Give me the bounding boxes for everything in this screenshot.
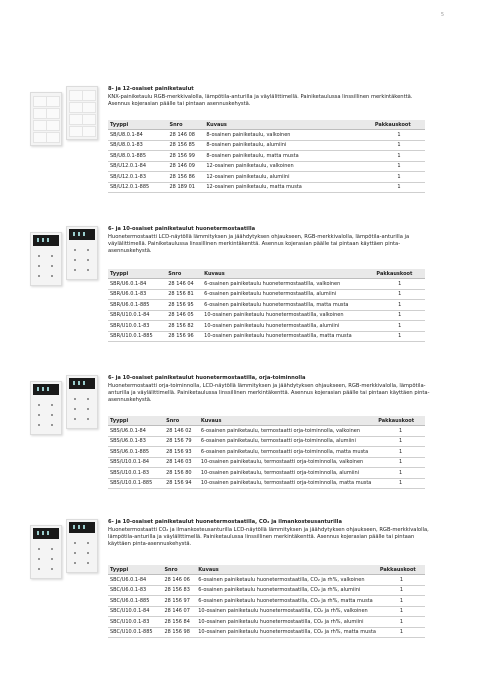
product-thumbnail-thermostat [30,226,102,284]
table-row: SBR/U10.0.1-83 28 156 82 10-osainen painiketaulu huonetermostaatilla, alumiini 1 [108,321,425,332]
table-row: SBR/U6.0.1-885 28 156 95 6-osainen painiketaulu huonetermostaatilla, matta musta 1 [108,300,425,311]
thermostat-panel-image [66,226,98,280]
product-thumbnail-thermostat [30,519,102,577]
table-row: SBS/U6.0.1-885 28 156 93 6-osainen painiketaulu, termostaatti orja-toiminnolla, matta musta 1 [108,447,425,458]
thermostat-panel-image [66,519,98,573]
page-number: 5 [440,12,444,18]
col-header-type: Tyyppi [108,120,168,130]
table-row: SBR/U6.0.1-83 28 156 81 6-osainen painiketaulu huonetermostaatilla, alumiini 1 [108,289,425,300]
product-table [108,565,425,638]
table-row: SBC/U10.0.1-84 28 146 07 10-osainen painiketaulu huonetermostaatilla, CO₂ ja rh%, valkoinen 1 [108,606,425,617]
table-row: SBR/U10.0.1-84 28 146 05 10-osainen painiketaulu huonetermostaatilla, valkoinen 1 [108,310,425,321]
table-row: SB/U8.0.1-885 28 156 99 8-osainen painiketaulu, matta musta 1 [108,151,425,162]
table-row: SBC/U10.0.1-885 28 156 98 10-osainen painiketaulu huonetermostaatilla, CO₂ ja rh%, matta musta 1 [108,627,425,638]
table-row: SB/U12.0.1-885 28 189 01 12-osainen painiketaulu, matta musta 1 [108,182,425,193]
thermostat-panel-image [30,525,62,579]
section-title: 6- ja 10-osaiset painiketaulut huonetermostaatilla, CO₂ ja ilmankosteusanturilla [108,519,342,525]
section-title: 6- ja 10-osaiset painiketaulut huonetermostaatilla [108,226,256,232]
thermostat-panel-image [30,232,62,286]
col-header-description: Kuvaus [199,416,376,426]
product-thumbnail-pushbutton [30,86,102,144]
col-header-code: Snro [164,416,199,426]
table-row: SBS/U10.0.1-84 28 146 03 10-osainen painiketaulu, termostaatti orja-toiminnolla, valkoinen 1 [108,457,425,468]
table-row: SBS/U10.0.1-83 28 156 80 10-osainen painiketaulu, termostaatti orja-toiminnolla, alumiini 1 [108,468,425,479]
table-row: SB/U12.0.1-83 28 156 86 12-osainen painiketaulu, alumiini 1 [108,172,425,183]
thermostat-panel-image [66,375,98,429]
table-row: SBR/U6.0.1-84 28 146 04 6-osainen painiketaulu huonetermostaatilla, valkoinen 1 [108,279,425,290]
col-header-type: Tyyppi [108,565,162,575]
table-row: SB/U8.0.1-84 28 146 08 8-osainen painiketaulu, valkoinen 1 [108,130,425,141]
table-row: SBC/U10.0.1-83 28 156 84 10-osainen painiketaulu huonetermostaatilla, CO₂ ja rh%, alumiini 1 [108,617,425,628]
table-row: SBS/U6.0.1-83 28 156 79 6-osainen painiketaulu, termostaatti orja-toiminnolla, alumiini 1 [108,436,425,447]
table-row: SBC/U6.0.1-83 28 156 83 6-osainen painiketaulu huonetermostaatilla, CO₂ ja rh%, alumiini 1 [108,585,425,596]
section-description: Huonetermostaatti CO₂ ja ilmankosteusanturilla LCD-näytöllä lämmityksen ja jäähdytyksen ohjaukseen, RGB-merkkivalolla, lämpötila-anturilla ja väylälittimellä. Painiketaulussa linssillinen merkintäkenttä. Asennus kojerasian päälle tai pintaan käyttäen pinta-asennuskehystä. [108,527,429,547]
table-row: SBR/U10.0.1-885 28 156 96 10-osainen painiketaulu huonetermostaatilla, matta musta 1 [108,331,425,342]
pushbutton-panel-image [30,92,62,146]
col-header-code: Snro [162,565,196,575]
col-header-package: Pakkauskoot [376,416,425,426]
col-header-description: Kuvaus [204,120,372,130]
product-thumbnail-thermostat [30,375,102,433]
thermostat-panel-image [30,381,62,435]
col-header-code: Snro [166,269,202,279]
product-table [108,269,425,342]
col-header-package: Pakkauskoot [373,120,425,130]
col-header-description: Kuvaus [196,565,378,575]
col-header-description: Kuvaus [202,269,374,279]
product-table [108,120,425,193]
table-row: SBS/U10.0.1-885 28 156 94 10-osainen painiketaulu, termostaatti orja-toiminnolla, matta musta 1 [108,478,425,489]
section-description: KNX-painiketaulu RGB-merkkivalolla, lämpötila-anturilla ja väylälittimellä. Painiketaulussa linssillinen merkintäkenttä. Asennus kojerasian päälle tai pintaan asennuskehystä. [108,94,413,107]
section-title: 8- ja 12-osaiset painiketaulut [108,86,194,92]
col-header-code: Snro [168,120,205,130]
table-row: SB/U12.0.1-84 28 146 09 12-osainen painiketaulu, valkoinen 1 [108,161,425,172]
col-header-type: Tyyppi [108,416,164,426]
col-header-type: Tyyppi [108,269,166,279]
table-row: SB/U8.0.1-83 28 156 85 8-osainen painiketaulu, alumiini 1 [108,140,425,151]
table-row: SBC/U6.0.1-885 28 156 97 6-osainen painiketaulu huonetermostaatilla, CO₂ ja rh%, matta musta 1 [108,596,425,607]
section-description: Huonetermostaatti orja-toiminnolla, LCD-näytöllä lämmityksen ja jäähdytyksen ohjaukseen, RGB-merkkivalolla, lämpötila-anturilla ja väylälittimellä. Painiketaulussa linssillinen merkintäkenttä. Asennus kojerasian päälle tai pintaan käyttäen pinta-asennuskehystä. [108,383,430,403]
product-table [108,416,425,489]
table-row: SBC/U6.0.1-84 28 146 06 6-osainen painiketaulu huonetermostaatilla, CO₂ ja rh%, valkoinen 1 [108,575,425,586]
pushbutton-panel-image [66,86,98,140]
section-title: 6- ja 10-osaiset painiketaulut huonetermostaatilla, orja-toiminnolla [108,375,306,381]
col-header-package: Pakkauskoot [374,269,425,279]
table-row: SBS/U6.0.1-84 28 146 02 6-osainen painiketaulu, termostaatti orja-toiminnolla, valkoinen 1 [108,426,425,437]
section-description: Huonetermostaatti LCD-näytöllä lämmityksen ja jäähdytyksen ohjaukseen, RGB-merkkivalolla, lämpötila-anturilla ja väylälittimellä. Painiketaulussa linssillinen merkintäkenttä. Asennus kojerasian päälle tai pintaan käyttäen pinta-asennuskehystä. [108,234,410,254]
col-header-package: Pakkauskoot [378,565,425,575]
